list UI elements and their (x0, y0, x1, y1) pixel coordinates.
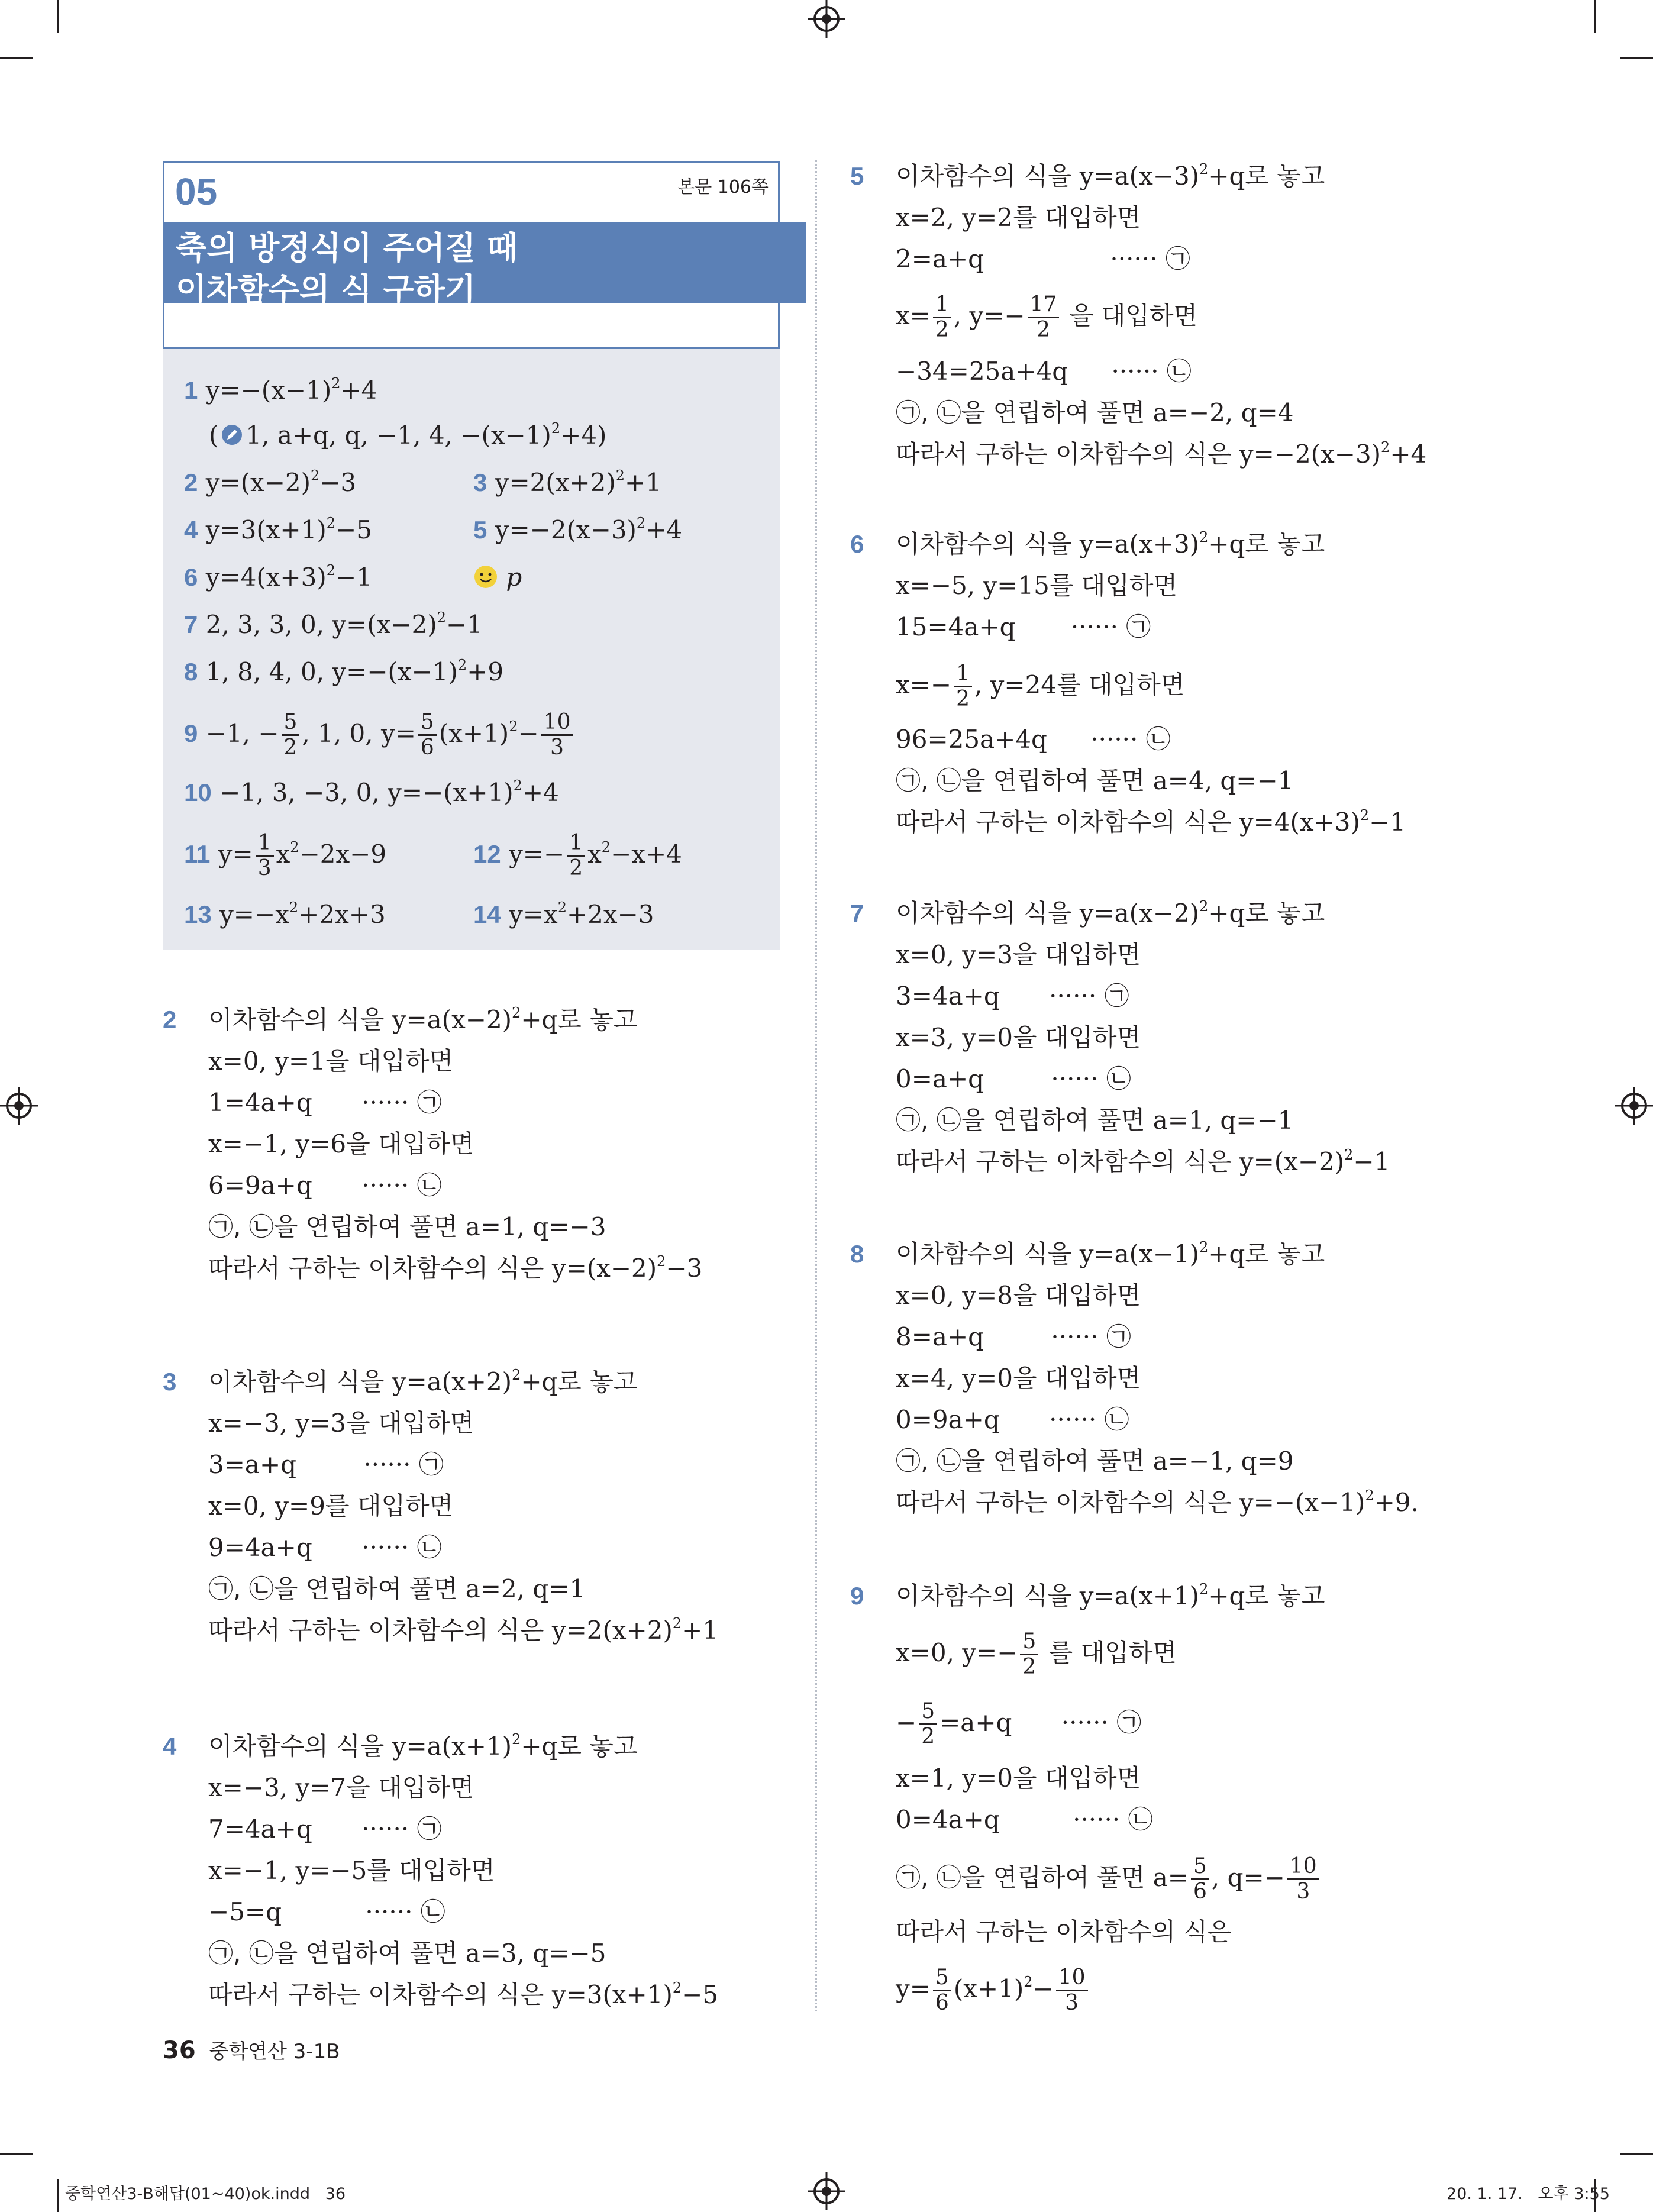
solution-line: x=−3, y=7을 대입하면 (208, 1773, 474, 1802)
solution-line: 96=25a+4q ······ ㉡ (896, 725, 1171, 754)
solution-line: 따라서 구하는 이차함수의 식은 $y=-2(x-3)^2+4$ (896, 439, 1427, 469)
solution-line: 따라서 구하는 이차함수의 식은 $y=2(x+2)^2+1$ (208, 1615, 719, 1645)
page-reference: 본문 106쪽 (677, 177, 769, 198)
solution-line: 이차함수의 식을 $y=a(x+3)^2+q$로 놓고 (896, 529, 1325, 558)
solution-line: ㉠, ㉡을 연립하여 풀면 a=1, q=−3 (208, 1212, 606, 1241)
title-line-1: 축의 방정식이 주어질 때 (176, 230, 518, 267)
solution-line: x= $\frac{1}{2}$ , y=− $\frac{17}{2}$ 을 대입하면 (896, 292, 1197, 342)
solution-line: 이차함수의 식을 $y=a(x-2)^2+q$로 놓고 (208, 1005, 638, 1034)
solution-line: − $\frac{5}{2}$ =a+q ······ ㉠ (896, 1699, 1142, 1749)
solution-line: x=− $\frac{1}{2}$ , y=24를 대입하면 (896, 661, 1185, 711)
registration-mark-icon (813, 6, 840, 32)
crop-mark (1594, 0, 1596, 33)
slug-timestamp: 20. 1. 17. 오후 3:55 (1447, 2185, 1610, 2203)
solution-line: 이차함수의 식을 $y=a(x-1)^2+q$로 놓고 (896, 1239, 1325, 1268)
solution-line: x=−1, y=6을 대입하면 (208, 1129, 474, 1158)
answer-1: 1 $y=-(x-1)^2+4$ (184, 375, 377, 405)
solution-line: ㉠, ㉡을 연립하여 풀면 a=3, q=−5 (208, 1939, 606, 1968)
solution-line: x=0, y=3을 대입하면 (896, 940, 1141, 969)
solution-line: −34=25a+4q ······ ㉡ (896, 357, 1192, 386)
solution-line: −5=q ······ ㉡ (208, 1897, 445, 1926)
answer-3: 3 $y=2(x+2)^2+1$ (473, 467, 661, 497)
answer-7: 7 2, 3, 3, 0, $y=(x-2)^2-1$ (184, 609, 483, 639)
solution-line: 0=4a+q ······ ㉡ (896, 1805, 1153, 1834)
solution-line: ㉠, ㉡을 연립하여 풀면 a= $\frac{5}{6}$ , q=− $\frac{10}{3}$ (896, 1849, 1322, 1906)
solution-line: 0=a+q ······ ㉡ (896, 1064, 1131, 1093)
answer-4: 4 $y=3(x+1)^2-5$ (184, 515, 372, 544)
solution-line: 2=a+q ······ ㉠ (896, 244, 1190, 273)
solution-line: x=3, y=0을 대입하면 (896, 1023, 1141, 1052)
title-line-2: 이차함수의 식 구하기 (176, 271, 476, 308)
book-title: 중학연산 3-1B (209, 2040, 340, 2064)
solution-line: 9=4a+q ······ ㉡ (208, 1533, 442, 1562)
solution-line: x=0, y=9를 대입하면 (208, 1491, 454, 1520)
answer-10: 10 −1, 3, −3, 0, $y=-(x+1)^2+4$ (184, 777, 559, 807)
solution-line: ㉠, ㉡을 연립하여 풀면 a=−1, q=9 (896, 1446, 1294, 1475)
solution-line: x=0, y=8을 대입하면 (896, 1281, 1141, 1310)
crop-mark (0, 2153, 33, 2155)
solution-line: 0=9a+q ······ ㉡ (896, 1405, 1129, 1434)
answer-13: 13 $y=-x^2+2x+3$ (184, 899, 386, 929)
solution-line: 8=a+q ······ ㉠ (896, 1322, 1131, 1351)
solution-line: 3=a+q ······ ㉠ (208, 1450, 444, 1479)
solution-number: 8 (850, 1240, 864, 1268)
answer-6: 6 $y=4(x+3)^2-1$ (184, 562, 372, 592)
solution-line: ㉠, ㉡을 연립하여 풀면 a=4, q=−1 (896, 766, 1294, 795)
crop-mark (0, 57, 33, 59)
solution-line: ㉠, ㉡을 연립하여 풀면 a=1, q=−1 (896, 1106, 1294, 1135)
solution-number: 3 (163, 1368, 177, 1396)
slug-file-name: 중학연산3-B해답(01~40)ok.indd 36 (65, 2185, 346, 2203)
answer-1-hint: ( 1, a+q, q, −1, 4, $-(x-1)^2+4$) (209, 418, 606, 456)
page-footer (163, 2035, 340, 2064)
solution-number: 4 (163, 1732, 177, 1760)
solution-line: x=2, y=2를 대입하면 (896, 203, 1141, 232)
solution-line: x=0, y=− $\frac{5}{2}$ 를 대입하면 (896, 1629, 1177, 1679)
smile-icon (473, 563, 498, 599)
crop-mark (57, 0, 59, 33)
solution-line: x=−1, y=−5를 대입하면 (208, 1856, 495, 1885)
solution-line: x=0, y=1을 대입하면 (208, 1047, 454, 1076)
answer-14: 14 $y=x^2+2x-3$ (473, 899, 654, 929)
solution-number: 9 (850, 1582, 864, 1610)
solution-line: x=1, y=0을 대입하면 (896, 1764, 1141, 1793)
registration-mark-icon (1621, 1093, 1647, 1119)
solution-line: 3=4a+q ······ ㉠ (896, 981, 1129, 1010)
answer-8: 8 1, 8, 4, 0, $y=-(x-1)^2+9$ (184, 657, 504, 686)
solution-line: ㉠, ㉡을 연립하여 풀면 a=−2, q=4 (896, 398, 1294, 427)
solution-line: x=4, y=0을 대입하면 (896, 1364, 1141, 1393)
solution-number: 5 (850, 162, 864, 190)
crop-mark (1620, 57, 1653, 59)
solution-line: x=−5, y=15를 대입하면 (896, 571, 1178, 600)
section-number: 05 (175, 170, 218, 213)
answer-6-note: p (473, 560, 522, 599)
registration-mark-icon (6, 1093, 32, 1119)
solution-line: 이차함수의 식을 $y=a(x-2)^2+q$로 놓고 (896, 898, 1325, 928)
page-number: 36 (163, 2037, 196, 2064)
solution-line: 따라서 구하는 이차함수의 식은 $y=(x-2)^2-3$ (208, 1253, 703, 1283)
solution-line: 따라서 구하는 이차함수의 식은 $y=4(x+3)^2-1$ (896, 807, 1406, 837)
registration-mark-icon (813, 2178, 840, 2204)
crop-mark (1620, 2153, 1653, 2155)
solution-line: 따라서 구하는 이차함수의 식은 $y=(x-2)^2-1$ (896, 1147, 1390, 1176)
pencil-icon (221, 420, 243, 456)
solution-line: x=−3, y=3을 대입하면 (208, 1409, 474, 1438)
solution-line: 따라서 구하는 이차함수의 식은 $y=-(x-1)^2+9$. (896, 1487, 1419, 1517)
solution-number: 2 (163, 1006, 177, 1034)
section-title (163, 222, 806, 308)
answer-9: 9 −1, − $\frac{5}{2}$ , 1, 0, y= $\frac{5}{6}$ $(x+1)^2-$ $\frac{10}{3}$ (184, 704, 575, 763)
solution-line: 이차함수의 식을 $y=a(x-3)^2+q$로 놓고 (896, 161, 1325, 190)
solution-line: 6=9a+q ······ ㉡ (208, 1171, 442, 1200)
section-header (163, 161, 780, 349)
answer-box (163, 349, 780, 950)
solution-line: 7=4a+q ······ ㉠ (208, 1814, 442, 1843)
solution-line: 이차함수의 식을 $y=a(x+1)^2+q$로 놓고 (208, 1731, 638, 1761)
solution-number: 7 (850, 899, 864, 927)
answer-12: 12 y=− $\frac{1}{2}$ $x^2-x+4$ (473, 831, 682, 880)
solution-line: 15=4a+q ······ ㉠ (896, 612, 1151, 641)
solution-line: 이차함수의 식을 $y=a(x+2)^2+q$로 놓고 (208, 1367, 638, 1396)
solution-line: y= $\frac{5}{6}$ $(x+1)^2-$ $\frac{10}{3}$ (896, 1961, 1090, 2017)
answer-2: 2 $y=(x-2)^2-3$ (184, 467, 357, 497)
solution-line: ㉠, ㉡을 연립하여 풀면 a=2, q=1 (208, 1574, 586, 1603)
column-divider (815, 160, 817, 2011)
solution-line: 1=4a+q ······ ㉠ (208, 1088, 442, 1117)
solution-line: 따라서 구하는 이차함수의 식은 (896, 1917, 1232, 1946)
crop-mark (57, 2179, 59, 2212)
solution-line: 이차함수의 식을 $y=a(x+1)^2+q$로 놓고 (896, 1581, 1325, 1610)
answer-11: 11 y= $\frac{1}{3}$ $x^2-2x-9$ (184, 831, 387, 880)
solution-line: 따라서 구하는 이차함수의 식은 $y=3(x+1)^2-5$ (208, 1980, 719, 2009)
answer-5: 5 $y=-2(x-3)^2+4$ (473, 515, 683, 544)
solution-number: 6 (850, 530, 864, 558)
